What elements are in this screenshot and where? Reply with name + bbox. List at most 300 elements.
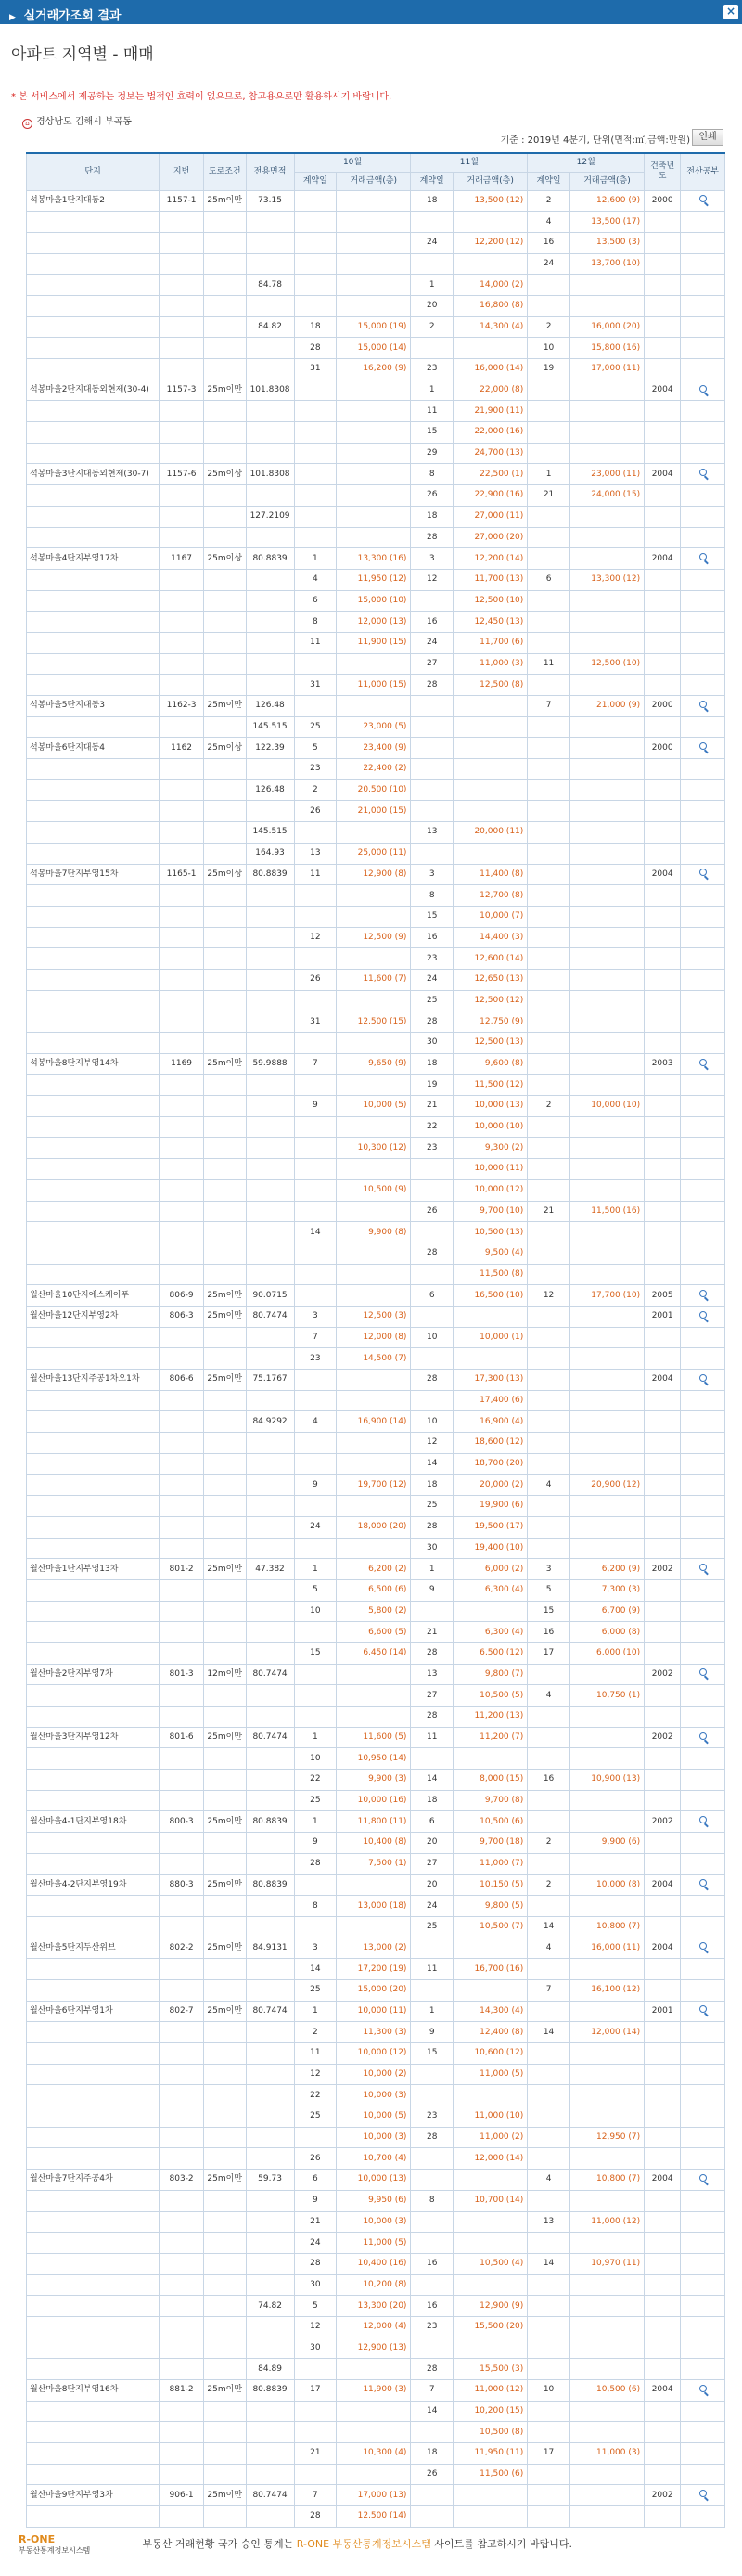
detail-cell[interactable]: [681, 190, 725, 212]
table-row: [27, 212, 725, 233]
dec-price: 10,800 (7): [569, 1916, 644, 1938]
nov-price: 10,500 (7): [454, 1916, 528, 1938]
dec-day: 19: [528, 359, 570, 380]
detail-cell: [681, 1685, 725, 1707]
detail-cell: [681, 2274, 725, 2296]
build-year: 2004: [645, 1370, 681, 1391]
dec-price: [569, 548, 644, 570]
nov-day: 23: [411, 2316, 454, 2338]
build-year: [645, 590, 681, 612]
jibun: [160, 1116, 204, 1138]
oct-day: [294, 1685, 337, 1707]
nov-day: [411, 1264, 454, 1285]
complex-name: [27, 1916, 160, 1938]
search-icon[interactable]: [699, 1668, 707, 1676]
detail-cell: [681, 653, 725, 675]
search-icon[interactable]: [699, 1374, 707, 1382]
jibun: [160, 2064, 204, 2085]
detail-cell[interactable]: [681, 2001, 725, 2022]
oct-price: [337, 1243, 411, 1264]
dec-price: [569, 2233, 644, 2254]
road-condition: [203, 401, 246, 422]
complex-name: [27, 906, 160, 927]
search-icon[interactable]: [699, 1732, 707, 1740]
nov-day: 7: [411, 2380, 454, 2402]
nov-day: 24: [411, 1896, 454, 1917]
table-row: [27, 1348, 725, 1370]
table-row: [27, 2233, 725, 2254]
dec-price: [569, 1959, 644, 1980]
road-condition: 25m이상: [203, 464, 246, 485]
oct-price: 10,000 (3): [337, 2127, 411, 2148]
nov-price: 16,000 (14): [454, 359, 528, 380]
table-row: [27, 2001, 725, 2022]
jibun: [160, 1075, 204, 1096]
jibun: [160, 422, 204, 444]
dec-price: 16,000 (11): [569, 1938, 644, 1959]
search-icon[interactable]: [699, 195, 707, 202]
header-price: 거래금액(층): [454, 172, 528, 190]
build-year: 2000: [645, 190, 681, 212]
road-condition: 25m이만: [203, 1811, 246, 1833]
jibun: [160, 2022, 204, 2043]
area: [246, 2233, 294, 2254]
road-condition: [203, 275, 246, 296]
print-button[interactable]: 인쇄: [692, 129, 723, 146]
build-year: [645, 1453, 681, 1475]
nov-price: [454, 696, 528, 717]
complex-name: [27, 1642, 160, 1664]
build-year: [645, 316, 681, 338]
oct-day: 24: [294, 2233, 337, 2254]
dec-day: [528, 2464, 570, 2485]
detail-cell[interactable]: [681, 1874, 725, 1896]
dec-day: [528, 864, 570, 885]
dec-day: 10: [528, 2380, 570, 2402]
nov-price: 10,150 (5): [454, 1874, 528, 1896]
jibun: [160, 2296, 204, 2317]
detail-cell: [681, 2022, 725, 2043]
oct-day: 28: [294, 2253, 337, 2274]
road-condition: [203, 590, 246, 612]
area: [246, 2127, 294, 2148]
oct-day: 12: [294, 927, 337, 948]
dec-price: [569, 1538, 644, 1559]
dec-price: [569, 1327, 644, 1348]
build-year: [645, 1959, 681, 1980]
oct-price: [337, 653, 411, 675]
oct-price: [337, 1453, 411, 1475]
dec-day: [528, 1348, 570, 1370]
area: [246, 612, 294, 633]
window-title: 실거래가조회 결과: [23, 9, 122, 23]
jibun: [160, 2211, 204, 2233]
oct-day: [294, 1496, 337, 1517]
detail-cell[interactable]: [681, 1370, 725, 1391]
oct-price: [337, 1116, 411, 1138]
build-year: [645, 716, 681, 738]
search-icon[interactable]: [699, 1942, 707, 1950]
table-row: [27, 969, 725, 990]
detail-cell: [681, 316, 725, 338]
build-year: [645, 2127, 681, 2148]
build-year: [645, 779, 681, 801]
detail-cell[interactable]: [681, 2170, 725, 2191]
search-icon[interactable]: [699, 869, 707, 876]
dec-day: [528, 948, 570, 970]
table-row: [27, 1664, 725, 1685]
jibun: [160, 927, 204, 948]
oct-price: 9,900 (8): [337, 1222, 411, 1243]
dec-day: 7: [528, 1979, 570, 2001]
search-icon[interactable]: [699, 2174, 707, 2182]
road-condition: [203, 1433, 246, 1454]
road-condition: [203, 2064, 246, 2085]
road-condition: [203, 2401, 246, 2422]
area: 101.8308: [246, 380, 294, 401]
area: [246, 1601, 294, 1622]
area: [246, 2316, 294, 2338]
dec-price: 6,000 (8): [569, 1622, 644, 1643]
build-year: [645, 1096, 681, 1117]
build-year: [645, 1159, 681, 1180]
nov-day: [411, 843, 454, 864]
jibun: [160, 1390, 204, 1411]
oct-price: [337, 948, 411, 970]
build-year: [645, 2233, 681, 2254]
nov-price: [454, 2506, 528, 2528]
detail-cell: [681, 253, 725, 275]
nov-price: [454, 2211, 528, 2233]
oct-price: [337, 485, 411, 507]
footer-link[interactable]: R-ONE 부동산통계정보시스템: [296, 2538, 431, 2550]
jibun: [160, 527, 204, 548]
table-row: [27, 1264, 725, 1285]
complex-name: 석봉마을4단지부영17차: [27, 548, 160, 570]
search-icon[interactable]: [699, 553, 707, 560]
table-row: [27, 885, 725, 907]
search-icon[interactable]: [699, 469, 707, 476]
dec-day: [528, 2506, 570, 2528]
table-row: [27, 1959, 725, 1980]
road-condition: [203, 675, 246, 696]
oct-day: [294, 506, 337, 527]
oct-price: [337, 527, 411, 548]
jibun: [160, 948, 204, 970]
oct-price: 12,500 (14): [337, 2506, 411, 2528]
build-year: [645, 1979, 681, 2001]
detail-cell[interactable]: [681, 696, 725, 717]
build-year: [645, 1685, 681, 1707]
detail-cell[interactable]: [681, 864, 725, 885]
build-year: [645, 2359, 681, 2380]
nov-price: 12,650 (13): [454, 969, 528, 990]
table-row: [27, 1874, 725, 1896]
area: 164.93: [246, 843, 294, 864]
build-year: [645, 359, 681, 380]
oct-day: 5: [294, 1579, 337, 1601]
jibun: [160, 2401, 204, 2422]
search-icon[interactable]: [699, 2385, 707, 2392]
table-row: [27, 1579, 725, 1601]
complex-name: [27, 1538, 160, 1559]
oct-day: 3: [294, 1938, 337, 1959]
complex-name: 월산마을5단지두산위브: [27, 1938, 160, 1959]
detail-cell[interactable]: [681, 464, 725, 485]
table-row: [27, 485, 725, 507]
oct-day: [294, 464, 337, 485]
nov-price: 14,300 (4): [454, 2001, 528, 2022]
area: 84.89: [246, 2359, 294, 2380]
nov-price: [454, 1348, 528, 1370]
complex-name: [27, 1979, 160, 2001]
search-icon[interactable]: [699, 742, 707, 750]
search-icon[interactable]: [699, 1564, 707, 1571]
search-icon[interactable]: [699, 701, 707, 708]
oct-price: [337, 295, 411, 316]
nov-price: 11,500 (6): [454, 2464, 528, 2485]
complex-name: [27, 801, 160, 822]
oct-price: 12,500 (15): [337, 1011, 411, 1033]
header-month-10: 10월: [294, 153, 411, 172]
search-icon[interactable]: [699, 2490, 707, 2497]
dec-day: [528, 927, 570, 948]
detail-cell: [681, 527, 725, 548]
oct-day: 11: [294, 864, 337, 885]
search-icon[interactable]: [699, 1816, 707, 1823]
nov-day: 15: [411, 2043, 454, 2065]
road-condition: [203, 1833, 246, 1854]
detail-cell[interactable]: [681, 1306, 725, 1327]
table-row: [27, 1096, 725, 1117]
oct-day: 10: [294, 1601, 337, 1622]
nov-price: [454, 338, 528, 359]
detail-cell: [681, 1433, 725, 1454]
detail-cell[interactable]: [681, 1285, 725, 1307]
dec-price: [569, 2296, 644, 2317]
nov-price: 10,000 (12): [454, 1179, 528, 1201]
dec-price: [569, 1138, 644, 1159]
jibun: [160, 2464, 204, 2485]
dec-day: 2: [528, 1833, 570, 1854]
table-row: [27, 506, 725, 527]
jibun: [160, 653, 204, 675]
search-icon[interactable]: [699, 1290, 707, 1297]
oct-price: 12,000 (4): [337, 2316, 411, 2338]
dec-price: 17,000 (11): [569, 359, 644, 380]
table-row: [27, 2211, 725, 2233]
nov-day: [411, 1222, 454, 1243]
search-icon[interactable]: [699, 1311, 707, 1319]
detail-cell[interactable]: [681, 2485, 725, 2506]
location-pin-icon: ⌂: [22, 119, 32, 129]
dec-price: 23,000 (11): [569, 464, 644, 485]
detail-cell[interactable]: [681, 548, 725, 570]
search-icon[interactable]: [699, 2005, 707, 2013]
complex-name: [27, 1685, 160, 1707]
complex-name: [27, 2190, 160, 2211]
area: [246, 990, 294, 1011]
complex-name: 석봉마을6단지대동4: [27, 738, 160, 759]
table-row: [27, 1896, 725, 1917]
oct-price: 13,300 (20): [337, 2296, 411, 2317]
build-year: [645, 1538, 681, 1559]
road-condition: [203, 569, 246, 590]
footer-text-1: 부동산 거래현황 국가 승인 통계는: [142, 2538, 294, 2550]
area: [246, 801, 294, 822]
detail-cell: [681, 485, 725, 507]
complex-name: [27, 1011, 160, 1033]
area: 80.7474: [246, 2001, 294, 2022]
detail-cell[interactable]: [681, 380, 725, 401]
oct-day: 25: [294, 716, 337, 738]
complex-name: [27, 338, 160, 359]
dec-day: [528, 401, 570, 422]
jibun: [160, 1707, 204, 1728]
jibun: [160, 1327, 204, 1348]
jibun: [160, 906, 204, 927]
oct-price: [337, 401, 411, 422]
jibun: [160, 759, 204, 780]
nov-price: 19,900 (6): [454, 1496, 528, 1517]
oct-day: [294, 1116, 337, 1138]
area: [246, 2443, 294, 2465]
nov-price: [454, 2338, 528, 2359]
oct-price: [337, 1201, 411, 1222]
dec-day: [528, 548, 570, 570]
jibun: [160, 590, 204, 612]
road-condition: [203, 1179, 246, 1201]
complex-name: 월산마을4-1단지부영18차: [27, 1811, 160, 1833]
road-condition: 25m이만: [203, 1727, 246, 1748]
dec-day: [528, 1264, 570, 1285]
nov-day: 15: [411, 422, 454, 444]
oct-day: [294, 906, 337, 927]
footer-text-2: 사이트를 참고하시기 바랍니다.: [434, 2538, 572, 2550]
build-year: [645, 2106, 681, 2128]
complex-name: [27, 253, 160, 275]
detail-cell[interactable]: [681, 1053, 725, 1075]
build-year: [645, 1138, 681, 1159]
nov-day: 14: [411, 2401, 454, 2422]
road-condition: [203, 927, 246, 948]
oct-day: 7: [294, 2485, 337, 2506]
table-row: [27, 1222, 725, 1243]
dec-price: [569, 1748, 644, 1770]
road-condition: [203, 253, 246, 275]
complex-name: 월산마을13단지주공1차오1차: [27, 1370, 160, 1391]
build-year: [645, 1833, 681, 1854]
table-row: [27, 295, 725, 316]
detail-cell[interactable]: [681, 2380, 725, 2402]
nov-price: 9,600 (8): [454, 1053, 528, 1075]
table-row: [27, 2085, 725, 2106]
dec-price: [569, 927, 644, 948]
nov-price: 6,300 (4): [454, 1579, 528, 1601]
road-condition: [203, 1475, 246, 1496]
nov-day: 25: [411, 990, 454, 1011]
dec-price: [569, 843, 644, 864]
detail-cell[interactable]: [681, 1727, 725, 1748]
build-year: 2004: [645, 380, 681, 401]
oct-price: 12,900 (13): [337, 2338, 411, 2359]
jibun: [160, 1264, 204, 1285]
search-icon[interactable]: [699, 1059, 707, 1066]
oct-day: 2: [294, 2022, 337, 2043]
jibun: [160, 2233, 204, 2254]
road-condition: 25m이만: [203, 1874, 246, 1896]
dec-day: 13: [528, 2211, 570, 2233]
table-row: [27, 1496, 725, 1517]
oct-price: 23,400 (9): [337, 738, 411, 759]
search-icon[interactable]: [699, 1879, 707, 1887]
build-year: [645, 569, 681, 590]
road-condition: [203, 2296, 246, 2317]
nov-day: [411, 590, 454, 612]
build-year: [645, 1033, 681, 1054]
build-year: [645, 1770, 681, 1791]
road-condition: [203, 1033, 246, 1054]
complex-name: 월산마을2단지부영7차: [27, 1664, 160, 1685]
build-year: [645, 295, 681, 316]
dec-day: [528, 422, 570, 444]
oct-day: [294, 212, 337, 233]
nov-price: 20,000 (2): [454, 1475, 528, 1496]
oct-price: 23,000 (5): [337, 716, 411, 738]
oct-day: 1: [294, 548, 337, 570]
dec-price: [569, 612, 644, 633]
table-row: [27, 548, 725, 570]
nov-price: [454, 801, 528, 822]
jibun: [160, 1579, 204, 1601]
complex-name: [27, 1579, 160, 1601]
road-condition: [203, 1390, 246, 1411]
nov-price: 9,700 (8): [454, 1790, 528, 1811]
detail-cell[interactable]: [681, 1559, 725, 1580]
nov-day: 21: [411, 1096, 454, 1117]
dec-price: [569, 422, 644, 444]
table-row: [27, 1116, 725, 1138]
detail-cell: [681, 1707, 725, 1728]
dec-day: [528, 779, 570, 801]
nov-day: 18: [411, 1053, 454, 1075]
road-condition: [203, 2464, 246, 2485]
search-icon[interactable]: [699, 385, 707, 393]
detail-cell: [681, 1243, 725, 1264]
dec-price: [569, 2422, 644, 2443]
nov-day: 23: [411, 2106, 454, 2128]
jibun: [160, 2106, 204, 2128]
dec-day: [528, 1327, 570, 1348]
dec-day: 17: [528, 1642, 570, 1664]
area: 80.8839: [246, 2380, 294, 2402]
close-icon[interactable]: ×: [723, 5, 738, 19]
table-row: [27, 2464, 725, 2485]
detail-cell[interactable]: [681, 1664, 725, 1685]
dec-price: 11,500 (16): [569, 1201, 644, 1222]
nov-price: [454, 1938, 528, 1959]
dec-price: [569, 2106, 644, 2128]
dec-day: [528, 1243, 570, 1264]
detail-cell[interactable]: [681, 1811, 725, 1833]
dec-day: [528, 1959, 570, 1980]
oct-price: 11,900 (15): [337, 632, 411, 653]
dec-day: [528, 885, 570, 907]
nov-day: 28: [411, 675, 454, 696]
detail-cell[interactable]: [681, 1938, 725, 1959]
dec-price: 10,000 (10): [569, 1096, 644, 1117]
detail-cell[interactable]: [681, 738, 725, 759]
